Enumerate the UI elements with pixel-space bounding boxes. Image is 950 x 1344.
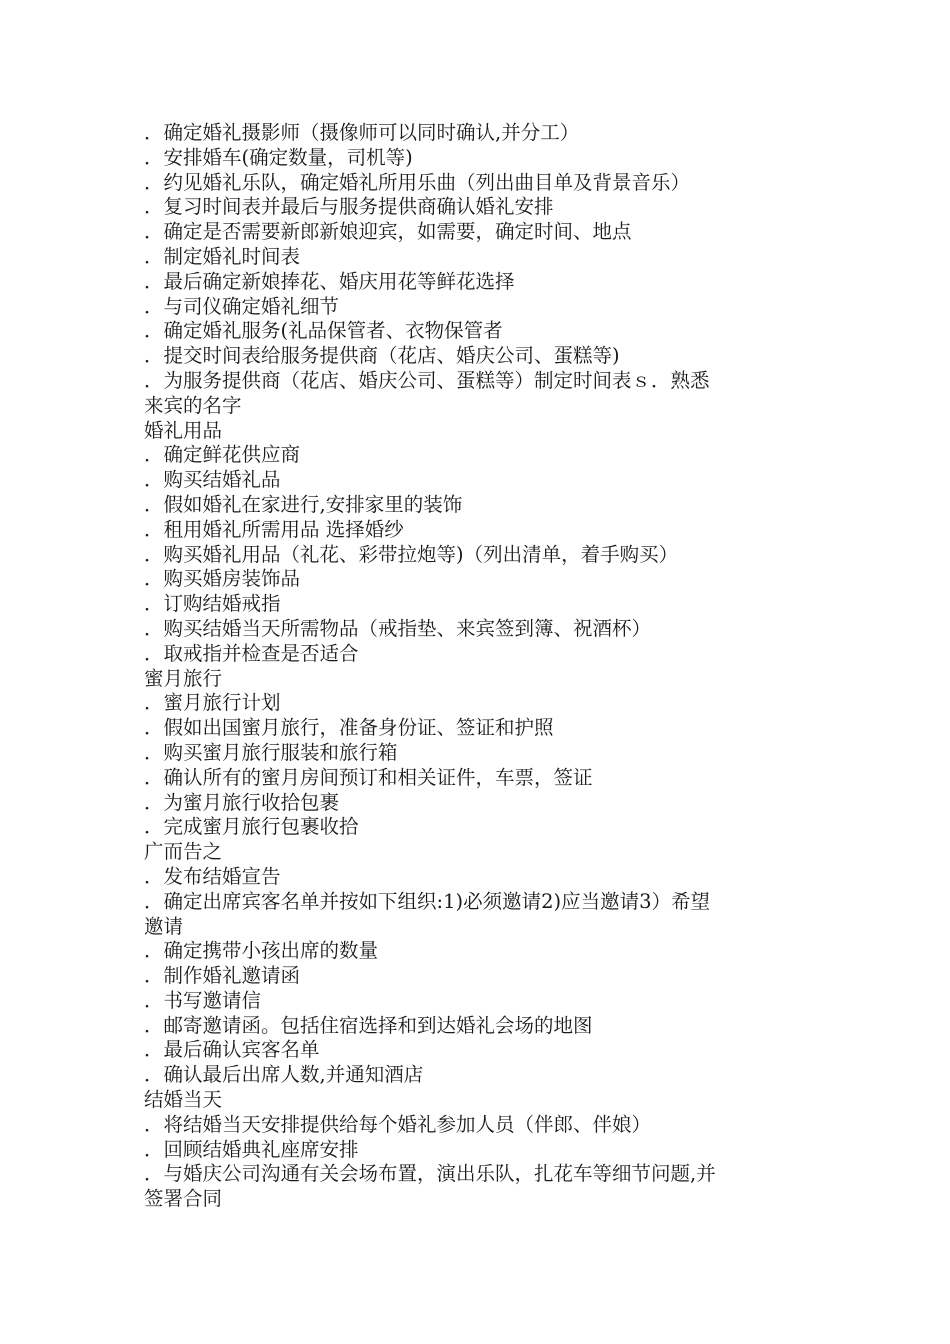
- text-line: ．制作婚礼邀请函: [144, 964, 301, 988]
- text-line: ．发布结婚宣告: [144, 864, 281, 888]
- text-line: ．确定鲜花供应商: [144, 443, 301, 467]
- section-heading: 蜜月旅行: [144, 666, 223, 690]
- text-line: ．购买婚礼用品（礼花、彩带拉炮等)（列出清单，着手购买）: [144, 542, 679, 566]
- text-line: ．邮寄邀请函。包括住宿选择和到达婚礼会场的地图: [144, 1013, 593, 1037]
- text-line: ．确定是否需要新郎新娘迎宾，如需要，确定时间、地点: [144, 220, 632, 244]
- text-line: ．为蜜月旅行收拾包裹: [144, 790, 340, 814]
- text-line: ．确认最后出席人数,并通知酒店: [144, 1063, 424, 1087]
- text-line: ．为服务提供商（花店、婚庆公司、蛋糕等）制定时间表ｓ．熟悉: [144, 368, 710, 392]
- text-line: 来宾的名字: [144, 393, 242, 417]
- text-line: 邀请: [144, 914, 184, 938]
- document-body: [144, 121, 804, 1212]
- text-line: ．确定出席宾客名单并按如下组织:1)必须邀请2)应当邀请3）希望: [144, 889, 711, 913]
- text-line: ．购买婚房装饰品: [144, 567, 301, 591]
- section-heading: 婚礼用品: [144, 418, 223, 442]
- text-line: ．提交时间表给服务提供商（花店、婚庆公司、蛋糕等): [144, 344, 620, 368]
- text-line: ．回顾结婚典礼座席安排: [144, 1137, 359, 1161]
- text-line: ．取戒指并检查是否适合: [144, 641, 359, 665]
- text-line: ．蜜月旅行计划: [144, 691, 281, 715]
- text-line: ．确认所有的蜜月房间预订和相关证件，车票，签证: [144, 765, 593, 789]
- text-line: ．最后确认宾客名单: [144, 1038, 320, 1062]
- text-line: ．与婚庆公司沟通有关会场布置，演出乐队，扎花车等细节问题,并: [144, 1162, 716, 1186]
- text-line: ．书写邀请信: [144, 988, 262, 1012]
- text-line: ．假如婚礼在家进行,安排家里的装饰: [144, 492, 463, 516]
- text-line: ．确定携带小孩出席的数量: [144, 939, 379, 963]
- text-line: ．购买结婚礼品: [144, 468, 281, 492]
- text-line: ．制定婚礼时间表: [144, 244, 301, 268]
- text-line: ．订购结婚戒指: [144, 592, 281, 616]
- section-heading: 广而告之: [144, 840, 223, 864]
- text-line: ．约见婚礼乐队，确定婚礼所用乐曲（列出曲目单及背景音乐）: [144, 170, 691, 194]
- text-line: ．购买蜜月旅行服装和旅行箱: [144, 740, 398, 764]
- text-line: ．安排婚车(确定数量，司机等): [144, 145, 413, 169]
- text-line: ．完成蜜月旅行包裹收拾: [144, 815, 359, 839]
- text-line: 签署合同: [144, 1187, 223, 1211]
- text-line: ．确定婚礼服务(礼品保管者、衣物保管者: [144, 319, 503, 343]
- section-heading: 结婚当天: [144, 1088, 223, 1112]
- text-line: ．将结婚当天安排提供给每个婚礼参加人员（伴郎、伴娘）: [144, 1112, 652, 1136]
- text-line: ．假如出国蜜月旅行，准备身份证、签证和护照: [144, 716, 554, 740]
- text-line: ．与司仪确定婚礼细节: [144, 294, 340, 318]
- text-line: ．最后确定新娘捧花、婚庆用花等鲜花选择: [144, 269, 515, 293]
- text-line: ．购买结婚当天所需物品（戒指垫、来宾签到簿、祝酒杯）: [144, 616, 652, 640]
- text-line: ．租用婚礼所需用品 选择婚纱: [144, 517, 404, 541]
- text-line: ．确定婚礼摄影师（摄像师可以同时确认,并分工）: [144, 121, 580, 144]
- text-line: ．复习时间表并最后与服务提供商确认婚礼安排: [144, 195, 554, 219]
